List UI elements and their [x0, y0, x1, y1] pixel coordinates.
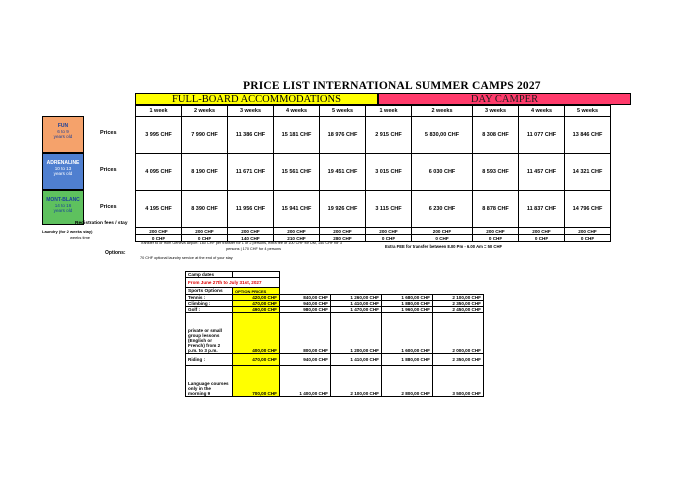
group-mont-blanc-label	[42, 190, 84, 225]
price-cell: 14 321 CHF	[565, 154, 611, 191]
group-age-unit: years old	[53, 171, 73, 176]
transfer-note: Transfer to or from Geneva airport: 160 CHF per transfer for 1 or 2 persons, extra fee of 100 CHF for UM, 150 CHF for 3	[140, 241, 342, 245]
empty-cell	[280, 288, 484, 295]
group-fun-label	[42, 116, 84, 153]
price-row-adrenaline	[136, 154, 611, 191]
price-cell: 8 390 CHF	[182, 191, 228, 228]
options-label: Options:	[105, 250, 126, 256]
price-cell: 2 915 CHF	[366, 117, 412, 154]
option-price: 1 680,00 CHF	[382, 295, 433, 301]
group-adrenaline-label	[42, 153, 84, 190]
laundry-label: Laundry (for 2 weeks stay)	[42, 229, 93, 234]
week-header: 5 weeks	[565, 106, 611, 117]
price-row-mont-blanc	[136, 191, 611, 228]
price-cell: 15 561 CHF	[274, 154, 320, 191]
fee-cell: 0 CHF	[366, 235, 412, 242]
option-price: 2 350,00 CHF	[433, 301, 484, 307]
price-cell: 19 926 CHF	[320, 191, 366, 228]
option-name: Tennis :	[186, 295, 233, 301]
registration-label: Registration fees / stay	[75, 221, 128, 226]
option-price: 1 410,00 CHF	[331, 354, 382, 366]
price-cell: 11 956 CHF	[228, 191, 274, 228]
fee-cell: 0 CHF	[473, 235, 519, 242]
option-price: 2 350,00 CHF	[433, 354, 484, 366]
fee-cell: 200 CHF	[182, 228, 228, 235]
option-price: 980,00 CHF	[280, 307, 331, 313]
fee-cell: 140 CHF	[228, 235, 274, 242]
week-header: 4 weeks	[519, 106, 565, 117]
group-age: 14 to 16	[54, 203, 72, 208]
camp-dates-label: Camp dates	[186, 272, 233, 278]
week-header: 1 week	[136, 106, 182, 117]
day-camper-band: DAY CAMPER	[378, 93, 631, 105]
fee-cell: 0 CHF	[565, 235, 611, 242]
fee-cell: 200 CHF	[473, 228, 519, 235]
empty-cell	[280, 278, 484, 288]
option-price: 470,00 CHF	[233, 301, 280, 307]
option-price: 1 880,00 CHF	[382, 301, 433, 307]
page-title: PRICE LIST INTERNATIONAL SUMMER CAMPS 2027	[243, 80, 541, 92]
option-price: 1 260,00 CHF	[331, 295, 382, 301]
group-name: MONT-BLANC	[46, 197, 80, 203]
option-name: Language courses only in the morning 9	[186, 366, 233, 397]
fee-cell: 0 CHF	[136, 235, 182, 242]
fee-cell: 200 CHF	[412, 228, 473, 235]
week-header: 5 weeks	[320, 106, 366, 117]
price-cell: 11 457 CHF	[519, 154, 565, 191]
option-price: 800,00 CHF	[280, 313, 331, 354]
price-cell: 4 195 CHF	[136, 191, 182, 228]
option-price: 2 000,00 CHF	[433, 313, 484, 354]
options-header: Sports Options	[186, 288, 233, 295]
week-header: 3 weeks	[228, 106, 274, 117]
group-age: 6 to 9	[57, 129, 69, 134]
option-price: 490,00 CHF	[233, 307, 280, 313]
group-name: ADRENALINE	[46, 160, 80, 166]
extra-fee-note: Extra FEE for transfer between 8.00 Pm - 6.00 Am = 50 CHF	[385, 244, 503, 249]
registration-row	[136, 228, 611, 235]
option-price: 1 470,00 CHF	[331, 307, 382, 313]
option-price: 1 880,00 CHF	[382, 354, 433, 366]
fee-cell: 200 CHF	[136, 228, 182, 235]
price-cell: 4 095 CHF	[136, 154, 182, 191]
laundry-note: 70 CHF optional laundry service at the end of your stay	[140, 256, 233, 260]
options-header-row	[186, 288, 484, 295]
full-board-band: FULL-BOARD ACCOMMODATIONS	[135, 93, 378, 105]
week-header: 4 weeks	[274, 106, 320, 117]
week-header: 1 week	[366, 106, 412, 117]
option-row	[186, 366, 484, 397]
price-cell: 11 671 CHF	[228, 154, 274, 191]
fee-cell: 0 CHF	[519, 235, 565, 242]
price-cell: 8 878 CHF	[473, 191, 519, 228]
option-price: 400,00 CHF	[233, 313, 280, 354]
price-row-fun	[136, 117, 611, 154]
options-header: OPTION PRICES	[233, 288, 280, 295]
row-label-prices: Prices	[100, 204, 117, 210]
option-price: 2 450,00 CHF	[433, 307, 484, 313]
option-price: 1 410,00 CHF	[331, 301, 382, 307]
row-label-prices: Prices	[100, 130, 117, 136]
price-cell: 8 308 CHF	[473, 117, 519, 154]
option-price: 940,00 CHF	[280, 301, 331, 307]
fee-cell: 200 CHF	[228, 228, 274, 235]
transfer-note-2: persons | 170 CHF for 4 persons	[226, 247, 282, 251]
option-name: private or small group lessons (English or French) from 2 p.m. to 3 p.m.	[186, 313, 233, 354]
price-cell: 5 830,00 CHF	[412, 117, 473, 154]
laundry-label-2: weeks time	[70, 235, 91, 240]
fee-cell: 200 CHF	[366, 228, 412, 235]
option-row	[186, 354, 484, 366]
price-cell: 8 593 CHF	[473, 154, 519, 191]
week-header: 3 weeks	[473, 106, 519, 117]
option-price: 940,00 CHF	[280, 354, 331, 366]
fee-cell: 200 CHF	[274, 228, 320, 235]
price-cell: 15 941 CHF	[274, 191, 320, 228]
price-cell: 11 077 CHF	[519, 117, 565, 154]
option-price: 1 400,00 CHF	[280, 366, 331, 397]
price-cell: 7 990 CHF	[182, 117, 228, 154]
week-header: 2 weeks	[412, 106, 473, 117]
option-price: 840,00 CHF	[280, 295, 331, 301]
option-price: 2 100,00 CHF	[331, 366, 382, 397]
row-label-prices: Prices	[100, 167, 117, 173]
price-cell: 3 015 CHF	[366, 154, 412, 191]
price-cell: 14 796 CHF	[565, 191, 611, 228]
week-header: 2 weeks	[182, 106, 228, 117]
price-cell: 6 230 CHF	[412, 191, 473, 228]
option-name: Riding :	[186, 354, 233, 366]
fee-cell: 0 CHF	[182, 235, 228, 242]
fee-cell: 200 CHF	[565, 228, 611, 235]
date-range: From June 27th to July 31st, 2027	[186, 278, 280, 288]
option-price: 420,00 CHF	[233, 295, 280, 301]
option-price: 2 800,00 CHF	[382, 366, 433, 397]
option-name: Climbing :	[186, 301, 233, 307]
price-cell: 11 837 CHF	[519, 191, 565, 228]
option-price: 1 200,00 CHF	[331, 313, 382, 354]
group-age-unit: years old	[53, 208, 73, 213]
option-price: 2 100,00 CHF	[433, 295, 484, 301]
option-price: 470,00 CHF	[233, 354, 280, 366]
option-price: 3 500,00 CHF	[433, 366, 484, 397]
week-header-row	[136, 106, 611, 117]
price-cell: 3 995 CHF	[136, 117, 182, 154]
option-name: Golf :	[186, 307, 233, 313]
price-cell: 3 115 CHF	[366, 191, 412, 228]
price-cell: 8 190 CHF	[182, 154, 228, 191]
price-cell: 15 181 CHF	[274, 117, 320, 154]
price-cell: 13 846 CHF	[565, 117, 611, 154]
price-cell: 11 386 CHF	[228, 117, 274, 154]
options-table	[185, 271, 484, 397]
fee-cell: 280 CHF	[320, 235, 366, 242]
group-age: 10 to 13	[54, 166, 72, 171]
fee-cell: 200 CHF	[320, 228, 366, 235]
price-cell: 19 451 CHF	[320, 154, 366, 191]
option-row	[186, 313, 484, 354]
fee-cell: 0 CHF	[412, 235, 473, 242]
option-price: 1 600,00 CHF	[382, 313, 433, 354]
price-table	[135, 105, 611, 242]
group-age-unit: years old	[53, 134, 73, 139]
option-price: 700,00 CHF	[233, 366, 280, 397]
date-range-row	[186, 278, 484, 288]
price-cell: 18 976 CHF	[320, 117, 366, 154]
price-cell: 6 030 CHF	[412, 154, 473, 191]
fee-cell: 210 CHF	[274, 235, 320, 242]
group-name: FUN	[57, 123, 69, 129]
fee-cell: 200 CHF	[519, 228, 565, 235]
option-price: 1 960,00 CHF	[382, 307, 433, 313]
